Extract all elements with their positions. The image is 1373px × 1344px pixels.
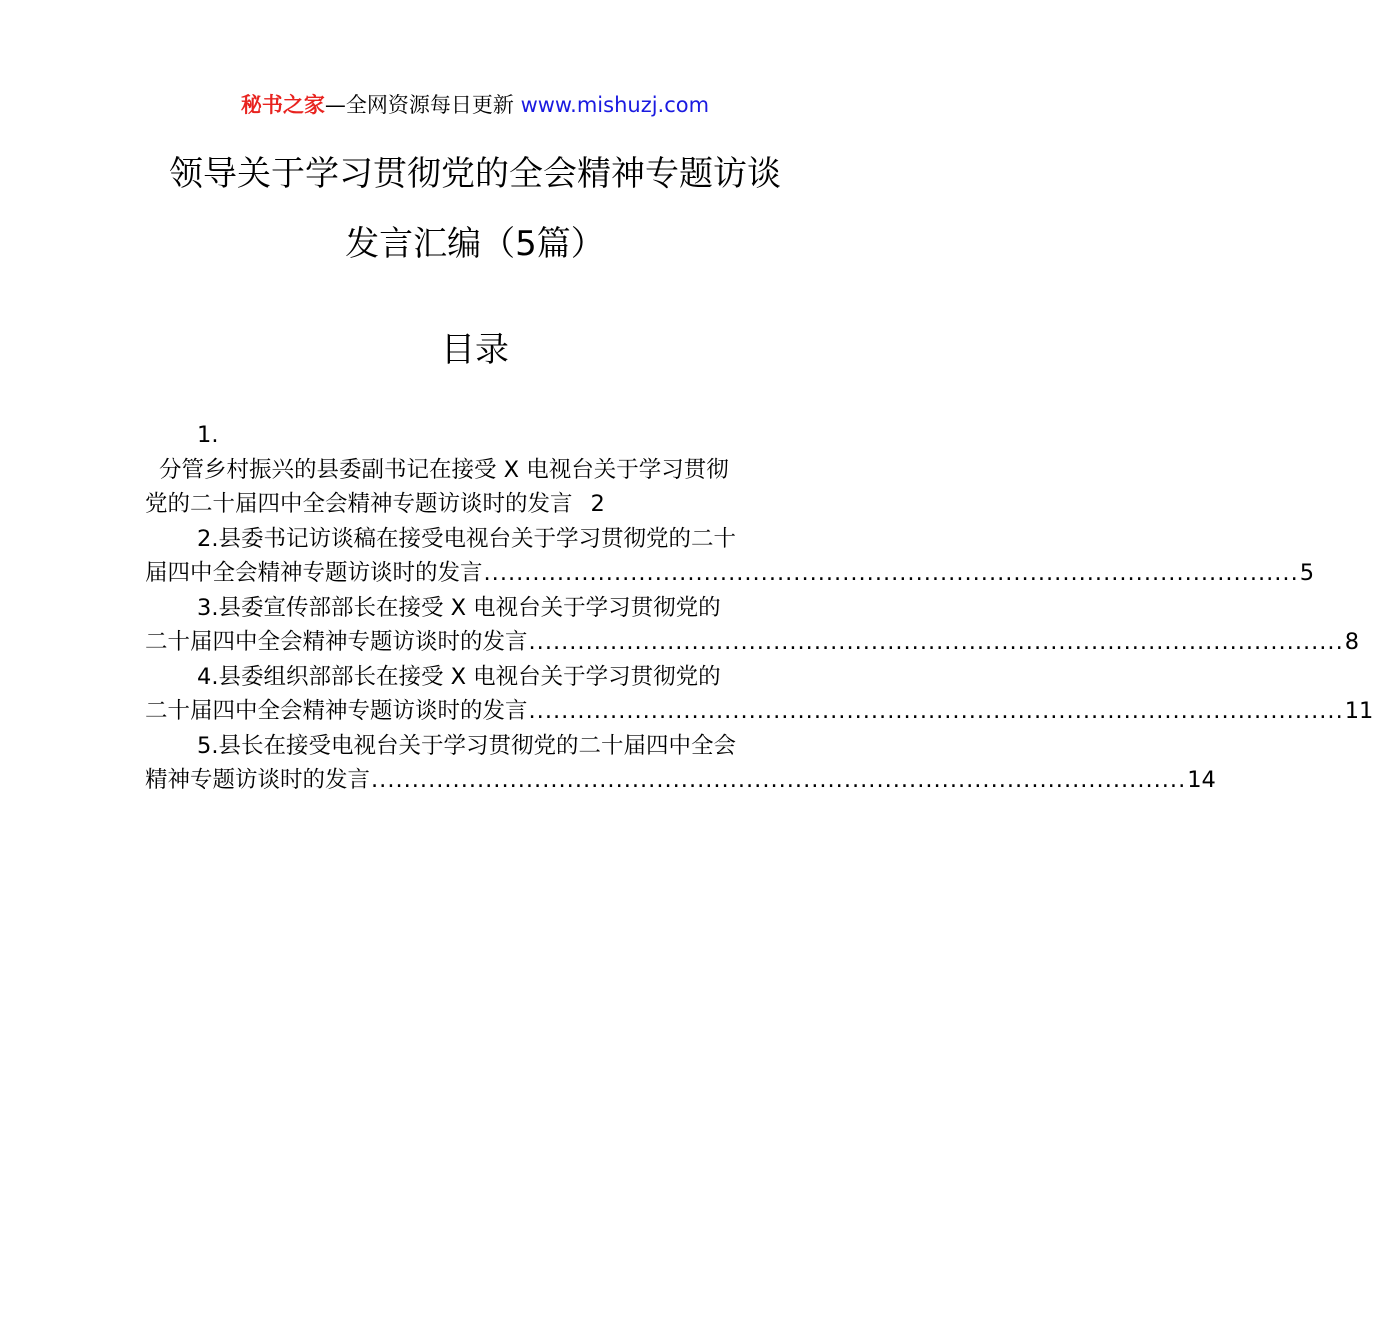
document-title: 领导关于学习贯彻党的全会精神专题访谈 [169, 154, 781, 194]
toc-entry-title: 3.县委宣传部部长在接受 X 电视台关于学习贯彻党的 [197, 594, 721, 621]
toc-entry-title-continued: 二十届四中全会精神专题访谈时的发言 [145, 698, 528, 724]
toc-entry-title-continued: 精神专题访谈时的发言 [145, 767, 371, 793]
toc-entry-line [145, 763, 1216, 798]
toc-entry-title: 2.县委书记访谈稿在接受电视台关于学习贯彻党的二十 [197, 525, 736, 552]
toc-entry-5[interactable] [145, 729, 1216, 798]
dot-leader: .................................................................................................... [528, 698, 1344, 724]
toc-entry-4[interactable] [145, 660, 1373, 729]
header-tagline: —全网资源每日更新 [324, 93, 521, 117]
toc-entry-line [145, 694, 1373, 729]
toc-entry-line [145, 487, 807, 522]
toc-entry-1[interactable] [145, 418, 807, 522]
toc-heading: 目录 [441, 330, 509, 370]
toc-entry-line [145, 556, 1315, 591]
toc-page-number: 14 [1187, 767, 1216, 793]
toc-entry-line [145, 729, 807, 764]
toc-entry-line [145, 591, 807, 626]
site-url-link[interactable]: www.mishuzj.com [520, 93, 710, 117]
toc-entry-title-continued: 党的二十届四中全会精神专题访谈时的发言 [145, 491, 573, 517]
toc-entry-line [145, 453, 807, 488]
brand-name: 秘书之家 [240, 93, 325, 117]
toc-entry-title: 4.县委组织部部长在接受 X 电视台关于学习贯彻党的 [197, 663, 721, 690]
dot-leader: .................................................................................................... [371, 767, 1187, 793]
dot-leader: .................................................................................................... [483, 560, 1299, 586]
toc-entry-line [145, 625, 1360, 660]
document-title-continued: 发言汇编（5篇） [345, 224, 605, 264]
toc-page-number: 2 [590, 491, 605, 517]
toc-entry-line [145, 660, 807, 695]
toc-entry-2[interactable] [145, 522, 1315, 591]
toc-entry-title: 5.县长在接受电视台关于学习贯彻党的二十届四中全会 [197, 732, 736, 759]
toc-entry-number-text: 1. [197, 422, 219, 448]
toc-entry-title-continued: 二十届四中全会精神专题访谈时的发言 [145, 629, 528, 655]
dot-leader: .................................................................................................... [528, 629, 1344, 655]
toc-page-number: 11 [1344, 698, 1373, 724]
site-header [0, 90, 950, 120]
toc-page-number: 5 [1299, 560, 1315, 586]
toc-entry-3[interactable] [145, 591, 1360, 660]
toc-entry-title: 分管乡村振兴的县委副书记在接受 X 电视台关于学习贯彻 [159, 456, 729, 483]
toc-entry-number [145, 418, 807, 453]
toc-entry-title-continued: 届四中全会精神专题访谈时的发言 [145, 560, 483, 586]
toc-page-number: 8 [1344, 629, 1360, 655]
table-of-contents [145, 418, 1373, 798]
toc-entry-line [145, 522, 807, 557]
